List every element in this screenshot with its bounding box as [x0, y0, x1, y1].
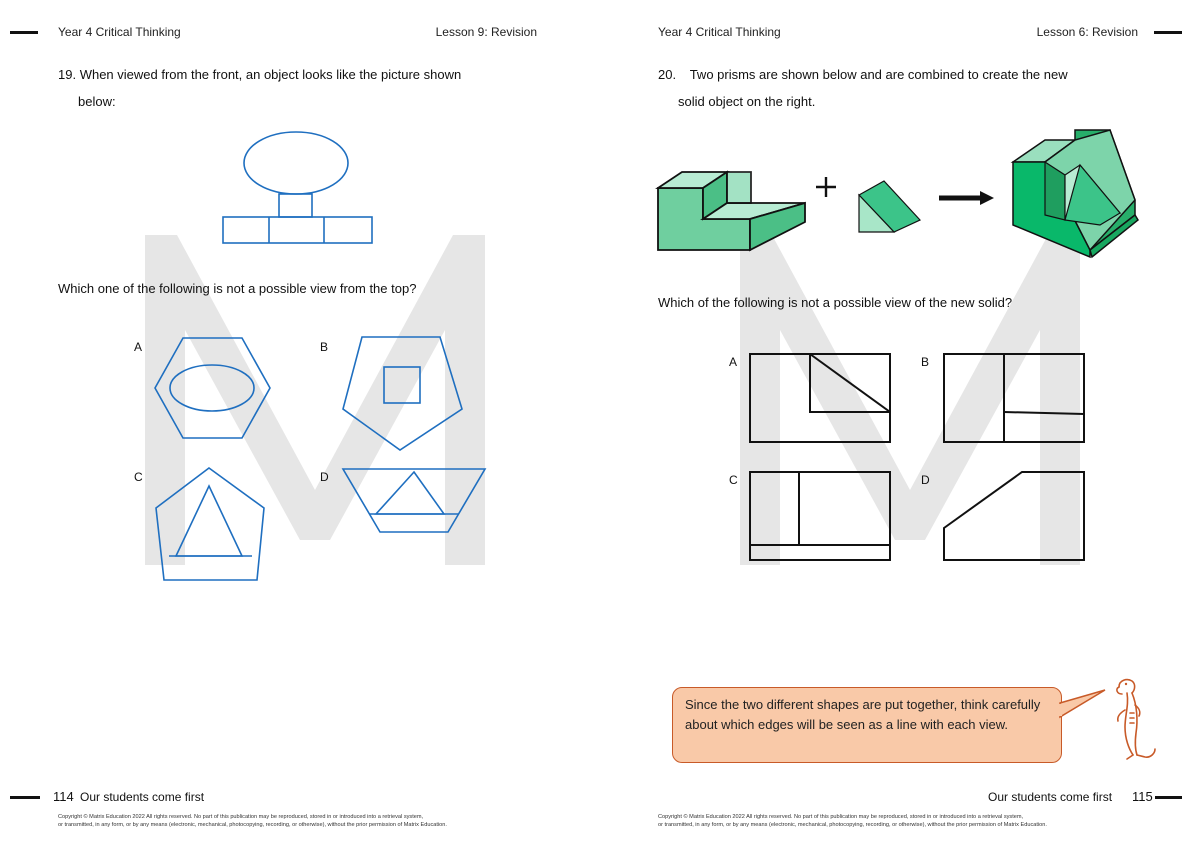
question-line-2: below: [78, 94, 116, 109]
copyright-notice [58, 813, 558, 829]
option-a-figure[interactable] [150, 335, 275, 445]
hint-callout [672, 687, 1062, 763]
question-line-1: When viewed from the front, an object looks like the picture shown [79, 67, 462, 82]
question-20-text [658, 61, 1068, 115]
header-dash [10, 31, 38, 34]
arrow-right-icon [938, 190, 996, 206]
question-20-prompt [658, 295, 1012, 310]
triangular-prism-figure [856, 178, 926, 238]
meerkat-mascot-icon [1105, 675, 1160, 765]
header-lesson-title: Lesson 9: Revision [435, 25, 537, 39]
option-c-label[interactable]: C [729, 473, 738, 487]
oval-shape [244, 132, 348, 194]
option-a-figure[interactable] [748, 352, 892, 444]
page-number: 115 [1132, 789, 1153, 804]
right-page [600, 0, 1200, 843]
option-b-label[interactable]: B [921, 355, 930, 369]
question-line-2: solid object on the right. [678, 94, 816, 109]
option-c-figure[interactable] [748, 470, 892, 562]
prompt-emphasis: is not [213, 281, 245, 296]
header-course-title: Year 4 Critical Thinking [658, 25, 781, 39]
copyright-line: Copyright © Matrix Education 2022 All rights reserved. No part of this publication may be reproduced, stored in or introduced into a retrieval system, [58, 814, 424, 820]
speech-bubble-tail [1059, 685, 1109, 725]
question-line-1: Two prisms are shown below and are combined to create the new [689, 67, 1068, 82]
copyright-line: or transmitted, in any form, or by any means (electronic, mechanical, photocopying, recording, or otherwise), without the prior permission of Matrix Education. [658, 822, 1047, 828]
question-number: 20. [658, 67, 677, 82]
footer-slogan: Our students come first [80, 790, 205, 804]
option-b-figure[interactable] [340, 333, 465, 453]
option-d-figure[interactable] [942, 470, 1086, 562]
question-19-prompt [58, 281, 416, 296]
header-lesson-title: Lesson 6: Revision [1036, 25, 1138, 39]
prompt-part: a possible view of the new solid? [819, 295, 1013, 310]
option-a-label[interactable]: A [134, 340, 143, 354]
base-rect [223, 217, 372, 243]
copyright-line: Copyright © Matrix Education 2022 All rights reserved. No part of this publication may be reproduced, stored in or introduced into a retrieval system, [658, 814, 1024, 820]
copyright-notice [658, 813, 1158, 829]
option-d-label[interactable]: D [921, 473, 930, 487]
stem-rect [279, 194, 312, 217]
option-b-figure[interactable] [942, 352, 1086, 444]
prompt-part: Which one of the following [58, 281, 214, 296]
l-prism-figure [655, 160, 810, 255]
option-d-label[interactable]: D [320, 470, 329, 484]
prompt-part: a possible view from the top? [244, 281, 417, 296]
question-number: 19. [58, 67, 77, 82]
front-view-figure [220, 130, 380, 250]
header-course-title: Year 4 Critical Thinking [58, 25, 181, 39]
footer-dash [10, 796, 40, 799]
prompt-emphasis: is not [788, 295, 820, 310]
footer-slogan: Our students come first [988, 790, 1113, 804]
option-c-label[interactable]: C [134, 470, 143, 484]
combined-solid-figure [1010, 125, 1145, 265]
option-c-figure[interactable] [152, 465, 267, 585]
option-a-label[interactable]: A [729, 355, 738, 369]
plus-icon [814, 175, 838, 199]
option-d-figure[interactable] [340, 466, 488, 536]
copyright-line: or transmitted, in any form, or by any means (electronic, mechanical, photocopying, recording, or otherwise), without the prior permission of Matrix Education. [58, 822, 447, 828]
page-number: 114 [53, 789, 74, 804]
footer-dash [1155, 796, 1182, 799]
question-19-text [58, 61, 461, 115]
option-b-label[interactable]: B [320, 340, 329, 354]
hint-text: Since the two different shapes are put together, think carefully about which edges will be seen as a line with each view. [685, 697, 1041, 732]
header-dash [1154, 31, 1182, 34]
prompt-part: Which of the following [658, 295, 789, 310]
